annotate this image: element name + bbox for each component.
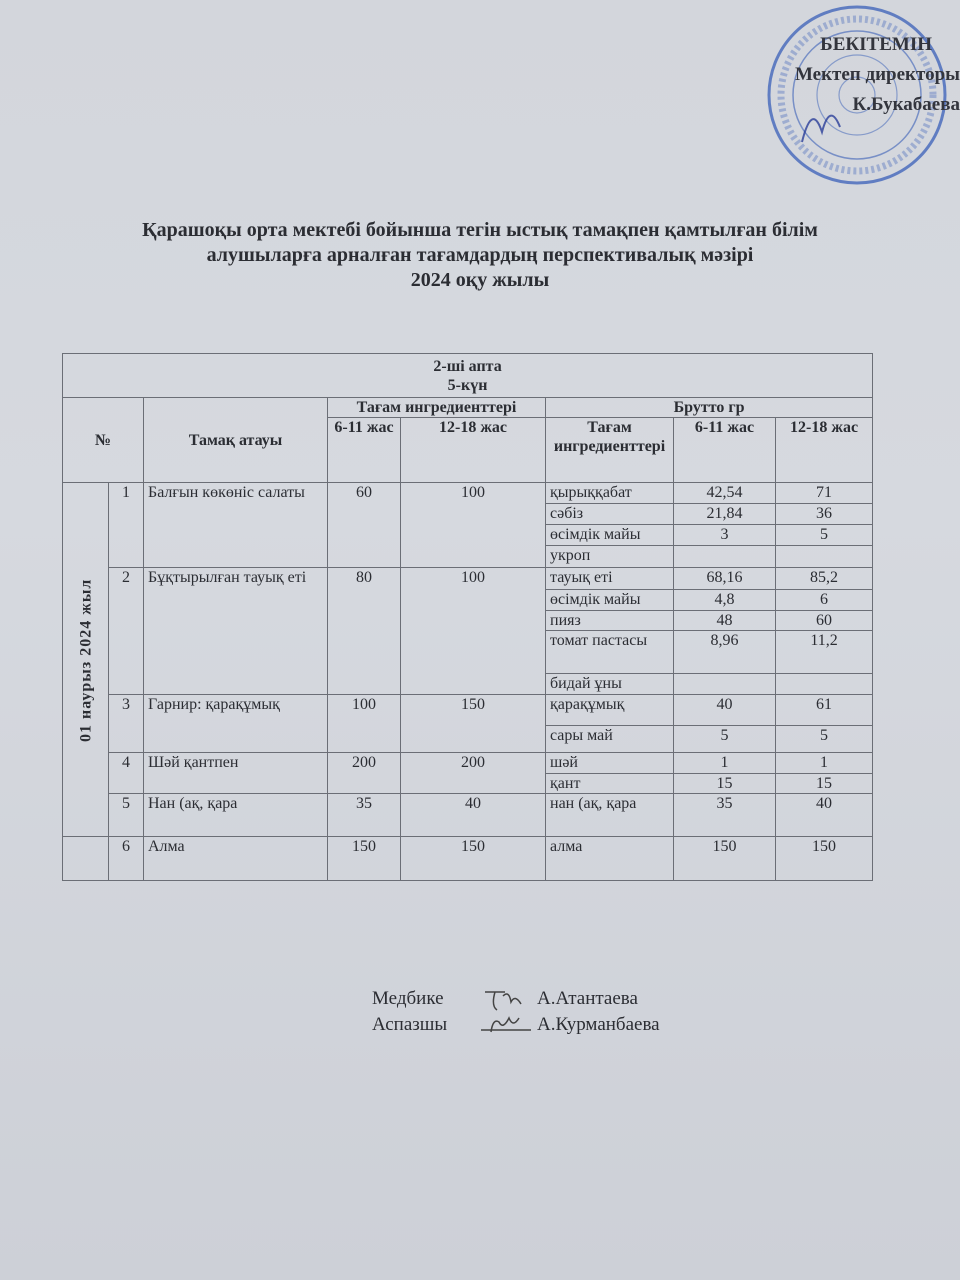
brutto-6-11: 3 xyxy=(674,525,776,546)
week-label: 2-ші апта xyxy=(433,357,502,375)
brutto-6-11 xyxy=(674,546,776,568)
ingredient-name: нан (ақ, қара xyxy=(546,794,674,837)
brutto-6-11: 5 xyxy=(674,726,776,753)
brutto-6-11: 68,16 xyxy=(674,568,776,590)
ingredient-name: бидай ұны xyxy=(546,674,674,695)
title-line-2: алушыларға арналған тағамдардың перспективалық мәзірі xyxy=(206,244,754,266)
dish-name: Алма xyxy=(144,837,328,881)
brutto-12-18: 5 xyxy=(776,525,873,546)
portion-6-11: 80 xyxy=(328,568,401,695)
header-age-12-18: 12-18 жас xyxy=(401,418,546,483)
brutto-12-18: 15 xyxy=(776,774,873,794)
brutto-6-11: 150 xyxy=(674,837,776,881)
ingredient-name: өсімдік майы xyxy=(546,525,674,546)
portion-12-18: 150 xyxy=(401,695,546,753)
header-brutto: Брутто гр xyxy=(546,398,873,418)
portion-12-18: 40 xyxy=(401,794,546,837)
brutto-6-11 xyxy=(674,674,776,695)
dish-name: Гарнир: қарақұмық xyxy=(144,695,328,753)
header-brutto-12-18: 12-18 жас xyxy=(776,418,873,483)
brutto-12-18: 85,2 xyxy=(776,568,873,590)
brutto-12-18 xyxy=(776,674,873,695)
ingredient-name: шәй xyxy=(546,753,674,774)
table-row xyxy=(63,483,873,504)
header-age-6-11: 6-11 жас xyxy=(328,418,401,483)
table-row xyxy=(63,753,873,774)
ingredient-name: пияз xyxy=(546,611,674,631)
brutto-12-18: 40 xyxy=(776,794,873,837)
title-line-1: Қарашоқы орта мектебі бойынша тегін ыстық тамақпен қамтылған білім xyxy=(142,219,818,241)
brutto-12-18: 11,2 xyxy=(776,631,873,674)
portion-6-11: 100 xyxy=(328,695,401,753)
dish-name: Шәй қантпен xyxy=(144,753,328,794)
signature-row xyxy=(372,1012,660,1038)
date-cell-empty xyxy=(63,837,109,881)
brutto-12-18: 150 xyxy=(776,837,873,881)
document-title xyxy=(80,218,880,293)
signature-name: А.Курманбаева xyxy=(537,1014,660,1035)
ingredient-name: тауық еті xyxy=(546,568,674,590)
header-dish-name: Тамақ атауы xyxy=(144,398,328,483)
dish-name: Балғын көкөніс салаты xyxy=(144,483,328,568)
approve-heading: БЕКІТЕМІН xyxy=(820,34,932,55)
dish-number: 3 xyxy=(109,695,144,753)
header-no: № xyxy=(63,398,144,483)
dish-name: Нан (ақ, қара xyxy=(144,794,328,837)
portion-12-18: 100 xyxy=(401,483,546,568)
ingredient-name: сәбіз xyxy=(546,504,674,525)
header-ingredient-name: Тағам ингредиенттері xyxy=(546,418,674,483)
portion-12-18: 100 xyxy=(401,568,546,695)
dish-number: 1 xyxy=(109,483,144,568)
header-ingredients: Тағам ингредиенттері xyxy=(328,398,546,418)
brutto-12-18: 71 xyxy=(776,483,873,504)
ingredient-name: алма xyxy=(546,837,674,881)
brutto-12-18: 5 xyxy=(776,726,873,753)
handwritten-signature xyxy=(477,1012,537,1038)
ingredient-name: қарақұмық xyxy=(546,695,674,726)
portion-6-11: 200 xyxy=(328,753,401,794)
ingredient-name: қант xyxy=(546,774,674,794)
header-brutto-6-11: 6-11 жас xyxy=(674,418,776,483)
portion-12-18: 200 xyxy=(401,753,546,794)
portion-6-11: 150 xyxy=(328,837,401,881)
signature-name: А.Атантаева xyxy=(537,988,638,1009)
brutto-6-11: 1 xyxy=(674,753,776,774)
brutto-6-11: 42,54 xyxy=(674,483,776,504)
portion-12-18: 150 xyxy=(401,837,546,881)
brutto-6-11: 21,84 xyxy=(674,504,776,525)
brutto-6-11: 8,96 xyxy=(674,631,776,674)
ingredient-name: томат пастасы xyxy=(546,631,674,674)
approval-block xyxy=(795,30,960,120)
dish-number: 5 xyxy=(109,794,144,837)
brutto-6-11: 4,8 xyxy=(674,590,776,611)
brutto-12-18: 36 xyxy=(776,504,873,525)
approver-position: Мектеп директоры xyxy=(794,64,960,85)
portion-6-11: 35 xyxy=(328,794,401,837)
ingredient-name: қырыққабат xyxy=(546,483,674,504)
table-row xyxy=(63,568,873,590)
dish-number: 4 xyxy=(109,753,144,794)
title-line-3: 2024 оқу жылы xyxy=(410,269,550,291)
portion-6-11: 60 xyxy=(328,483,401,568)
ingredient-name: укроп xyxy=(546,546,674,568)
dish-number: 6 xyxy=(109,837,144,881)
signature-row xyxy=(372,986,660,1012)
ingredient-name: сары май xyxy=(546,726,674,753)
brutto-12-18: 1 xyxy=(776,753,873,774)
handwritten-signature xyxy=(477,986,537,1012)
day-label: 5-күн xyxy=(447,376,488,394)
signature-role: Медбике xyxy=(372,988,444,1009)
brutto-6-11: 48 xyxy=(674,611,776,631)
dish-number: 2 xyxy=(109,568,144,695)
brutto-12-18: 60 xyxy=(776,611,873,631)
table-row xyxy=(63,837,873,881)
table-caption xyxy=(63,354,873,398)
ingredient-name: өсімдік майы xyxy=(546,590,674,611)
signature-role: Аспазшы xyxy=(372,1014,448,1035)
brutto-6-11: 15 xyxy=(674,774,776,794)
approver-name: К.Букабаева xyxy=(852,94,960,115)
brutto-12-18: 61 xyxy=(776,695,873,726)
brutto-6-11: 40 xyxy=(674,695,776,726)
table-row xyxy=(63,695,873,726)
signatures xyxy=(372,986,660,1038)
date-cell: 01 наурыз 2024 жыл xyxy=(63,483,109,837)
brutto-6-11: 35 xyxy=(674,794,776,837)
dish-name: Бұқтырылған тауық еті xyxy=(144,568,328,695)
brutto-12-18: 6 xyxy=(776,590,873,611)
menu-table xyxy=(62,353,873,881)
table-row xyxy=(63,794,873,837)
brutto-12-18 xyxy=(776,546,873,568)
